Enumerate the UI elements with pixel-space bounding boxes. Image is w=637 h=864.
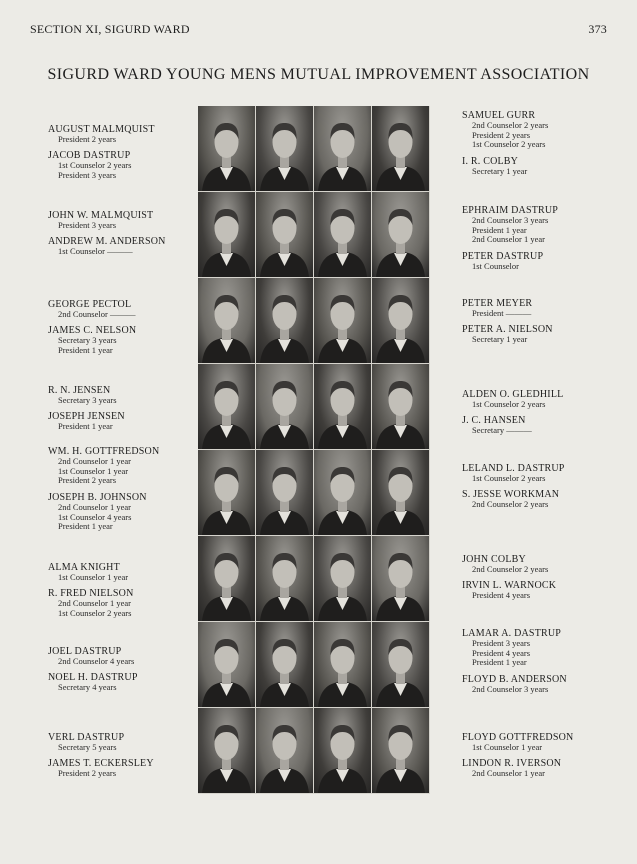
officer-service-line: 1st Counselor ——— (58, 246, 133, 256)
officer-entry (462, 415, 622, 436)
officer-entry (462, 674, 622, 695)
officer-entry (48, 588, 208, 618)
officer-entry (462, 489, 622, 510)
officer-name: EPHRAIM DASTRUP (462, 205, 559, 216)
officer-entry (48, 236, 208, 257)
officer-name: FLOYD B. ANDERSON (462, 674, 567, 685)
officer-name: JOSEPH JENSEN (48, 411, 125, 422)
portrait-silhouette-icon (372, 622, 429, 707)
portrait-silhouette-icon (256, 708, 313, 793)
officer-name: VERL DASTRUP (48, 732, 125, 743)
portrait-photo (372, 708, 429, 793)
officer-service-line: 2nd Counselor 4 years (58, 656, 135, 666)
portrait-photo (314, 708, 371, 793)
officer-service-line: Secretary 1 year (472, 334, 528, 344)
portrait-photo (198, 278, 255, 363)
officer-service-line: President 3 years (472, 638, 531, 648)
portrait-silhouette-icon (372, 536, 429, 621)
officer-service-line: Secretary ——— (472, 425, 532, 435)
portrait-silhouette-icon (372, 708, 429, 793)
officer-name: JAMES C. NELSON (48, 325, 137, 336)
officer-service-line: Secretary 1 year (472, 166, 528, 176)
officer-service-line: 2nd Counselor 3 years (472, 684, 549, 694)
officer-name: PETER A. NIELSON (462, 324, 553, 335)
officer-entry (462, 205, 622, 245)
officer-name: JOSEPH B. JOHNSON (48, 492, 147, 503)
officer-name: R. FRED NIELSON (48, 588, 134, 599)
portrait-photo (372, 192, 429, 277)
portrait-photo (256, 450, 313, 535)
portrait-photo (256, 364, 313, 449)
portrait-silhouette-icon (314, 278, 371, 363)
portrait-photo (198, 192, 255, 277)
officer-name: R. N. JENSEN (48, 385, 111, 396)
portrait-photo (314, 192, 371, 277)
portrait-photo (198, 708, 255, 793)
officer-service-line: President ——— (472, 308, 532, 318)
officer-entry (48, 210, 208, 231)
portrait-photo (256, 536, 313, 621)
portrait-photo (256, 192, 313, 277)
portrait-silhouette-icon (256, 106, 313, 191)
officer-service-line: 1st Counselor 1 year (58, 465, 129, 476)
officer-service-line: President 2 years (58, 475, 117, 485)
portrait-silhouette-icon (314, 450, 371, 535)
officer-name: JOHN COLBY (462, 554, 526, 565)
portrait-grid (198, 106, 430, 794)
officer-name: JOHN W. MALMQUIST (48, 210, 154, 221)
officer-service-line: President 2 years (58, 134, 117, 144)
officer-name: WM. H. GOTTFREDSON (48, 446, 160, 457)
officer-entry (48, 492, 208, 532)
section-heading: SECTION XI, SIGURD WARD (30, 22, 190, 36)
officer-service-line: Secretary 3 years (58, 395, 117, 405)
officer-service-line: President 1 year (472, 657, 527, 667)
officer-service-line: President 4 years (472, 590, 531, 600)
portrait-photo (372, 622, 429, 707)
portrait-silhouette-icon (372, 192, 429, 277)
officer-entry (462, 251, 622, 272)
officer-entry (462, 389, 622, 410)
officer-service-line: 1st Counselor 2 years (472, 399, 546, 409)
officer-name: JACOB DASTRUP (48, 150, 131, 161)
officer-entry (462, 758, 622, 779)
officer-name: AUGUST MALMQUIST (48, 124, 155, 135)
portrait-photo (198, 106, 255, 191)
officer-service-line: 2nd Counselor 1 year (58, 502, 131, 512)
officer-service-line: President 4 years (472, 647, 531, 658)
portrait-silhouette-icon (372, 450, 429, 535)
officer-name: S. JESSE WORKMAN (462, 489, 560, 500)
officer-entry (462, 580, 622, 601)
portrait-silhouette-icon (198, 622, 255, 707)
portrait-silhouette-icon (256, 192, 313, 277)
portrait-silhouette-icon (256, 450, 313, 535)
officer-service-line: 1st Counselor (472, 261, 519, 271)
portrait-silhouette-icon (372, 364, 429, 449)
officer-service-line: 1st Counselor 1 year (472, 742, 543, 752)
page-title: SIGURD WARD YOUNG MENS MUTUAL IMPROVEMENT ASSOCIATION (47, 66, 590, 83)
portrait-photo (198, 536, 255, 621)
portrait-silhouette-icon (314, 192, 371, 277)
portrait-silhouette-icon (198, 536, 255, 621)
portrait-photo (198, 450, 255, 535)
officer-service-line: President 1 year (58, 521, 113, 531)
officer-service-line: Secretary 4 years (58, 682, 117, 692)
portrait-silhouette-icon (198, 192, 255, 277)
officer-service-line: 2nd Counselor 1 year (58, 456, 131, 466)
officer-entry (462, 628, 622, 668)
officer-name: LINDON R. IVERSON (462, 758, 562, 769)
portrait-photo (314, 106, 371, 191)
officer-entry (48, 646, 208, 667)
officer-service-line: President 1 year (58, 421, 113, 431)
portrait-silhouette-icon (198, 364, 255, 449)
officer-service-line: 2nd Counselor 2 years (472, 499, 549, 509)
officer-name: LAMAR A. DASTRUP (462, 628, 562, 639)
officer-service-line: Secretary 5 years (58, 742, 117, 752)
portrait-silhouette-icon (198, 278, 255, 363)
officer-service-line: President 3 years (58, 169, 117, 180)
portrait-silhouette-icon (256, 622, 313, 707)
officer-service-line: President 3 years (58, 220, 117, 230)
portrait-photo (314, 450, 371, 535)
officer-name: SAMUEL GURR (462, 110, 536, 121)
portrait-photo (198, 622, 255, 707)
portrait-silhouette-icon (198, 106, 255, 191)
officer-service-line: 2nd Counselor 1 year (472, 234, 545, 244)
officer-service-line: President 1 year (58, 344, 113, 355)
officer-service-line: 2nd Counselor 3 years (472, 215, 549, 225)
officer-entry (48, 325, 208, 355)
officer-name: LELAND L. DASTRUP (462, 463, 565, 474)
portrait-photo (314, 536, 371, 621)
officer-name: FLOYD GOTTFREDSON (462, 732, 574, 743)
officer-service-line: 2nd Counselor 2 years (472, 564, 549, 574)
officer-name: JOEL DASTRUP (48, 646, 122, 657)
officer-entry (48, 562, 208, 583)
officer-name: ALDEN O. GLEDHILL (462, 389, 564, 400)
portrait-photo (314, 278, 371, 363)
portrait-photo (256, 708, 313, 793)
officer-service-line: 2nd Counselor 1 year (58, 598, 131, 608)
portrait-silhouette-icon (314, 622, 371, 707)
portrait-silhouette-icon (372, 106, 429, 191)
officer-service-line: 2nd Counselor 1 year (472, 768, 545, 778)
officer-entry (48, 446, 208, 486)
portrait-silhouette-icon (314, 106, 371, 191)
officer-entry (462, 298, 622, 319)
portrait-silhouette-icon (256, 278, 313, 363)
officer-entry (48, 299, 208, 320)
officer-service-line: President 2 years (472, 129, 531, 140)
officer-name: ANDREW M. ANDERSON (48, 236, 166, 247)
officer-name: GEORGE PECTOL (48, 299, 132, 310)
portrait-silhouette-icon (372, 278, 429, 363)
officer-service-line: 1st Counselor 2 years (472, 473, 546, 483)
officer-name: I. R. COLBY (462, 156, 519, 167)
officer-entry (462, 732, 622, 753)
officer-name: NOEL H. DASTRUP (48, 672, 138, 683)
officer-name: JAMES T. ECKERSLEY (48, 758, 154, 769)
portrait-silhouette-icon (256, 364, 313, 449)
officer-entry (48, 758, 208, 779)
portrait-photo (198, 364, 255, 449)
officer-service-line: 2nd Counselor ——— (58, 309, 136, 319)
officer-service-line: 2nd Counselor 2 years (472, 120, 549, 130)
portrait-photo (256, 622, 313, 707)
officer-service-line: Secretary 3 years (58, 335, 117, 345)
officer-entry (462, 463, 622, 484)
officer-entry (462, 110, 622, 150)
officer-entry (462, 324, 622, 345)
officer-entry (48, 150, 208, 180)
portrait-photo (372, 450, 429, 535)
portrait-silhouette-icon (198, 450, 255, 535)
officer-entry (48, 124, 208, 145)
portrait-photo (372, 364, 429, 449)
officer-service-line: 1st Counselor 2 years (58, 607, 132, 618)
officer-entry (48, 732, 208, 753)
officer-entry (462, 554, 622, 575)
officer-service-line: 1st Counselor 4 years (58, 511, 132, 522)
portrait-photo (256, 278, 313, 363)
portrait-silhouette-icon (314, 364, 371, 449)
officer-name: PETER MEYER (462, 298, 533, 309)
officer-service-line: 1st Counselor 2 years (58, 160, 132, 170)
portrait-silhouette-icon (314, 708, 371, 793)
officer-entry (48, 672, 208, 693)
officer-name: PETER DASTRUP (462, 251, 544, 262)
portrait-photo (372, 536, 429, 621)
portrait-silhouette-icon (198, 708, 255, 793)
officer-service-line: 1st Counselor 1 year (58, 572, 129, 582)
portrait-photo (314, 364, 371, 449)
portrait-photo (372, 278, 429, 363)
officer-service-line: 1st Counselor 2 years (472, 139, 546, 149)
portrait-photo (314, 622, 371, 707)
portrait-photo (372, 106, 429, 191)
portrait-silhouette-icon (314, 536, 371, 621)
officer-entry (462, 156, 622, 177)
portrait-silhouette-icon (256, 536, 313, 621)
officer-service-line: President 1 year (472, 224, 527, 235)
officer-entry (48, 385, 208, 406)
officer-entry (48, 411, 208, 432)
page-header (30, 22, 607, 40)
officer-service-line: President 2 years (58, 768, 117, 778)
officer-name: IRVIN L. WARNOCK (462, 580, 557, 591)
page-number: 373 (588, 22, 607, 36)
officer-name: ALMA KNIGHT (48, 562, 120, 573)
portrait-photo (256, 106, 313, 191)
officer-name: J. C. HANSEN (462, 415, 526, 426)
